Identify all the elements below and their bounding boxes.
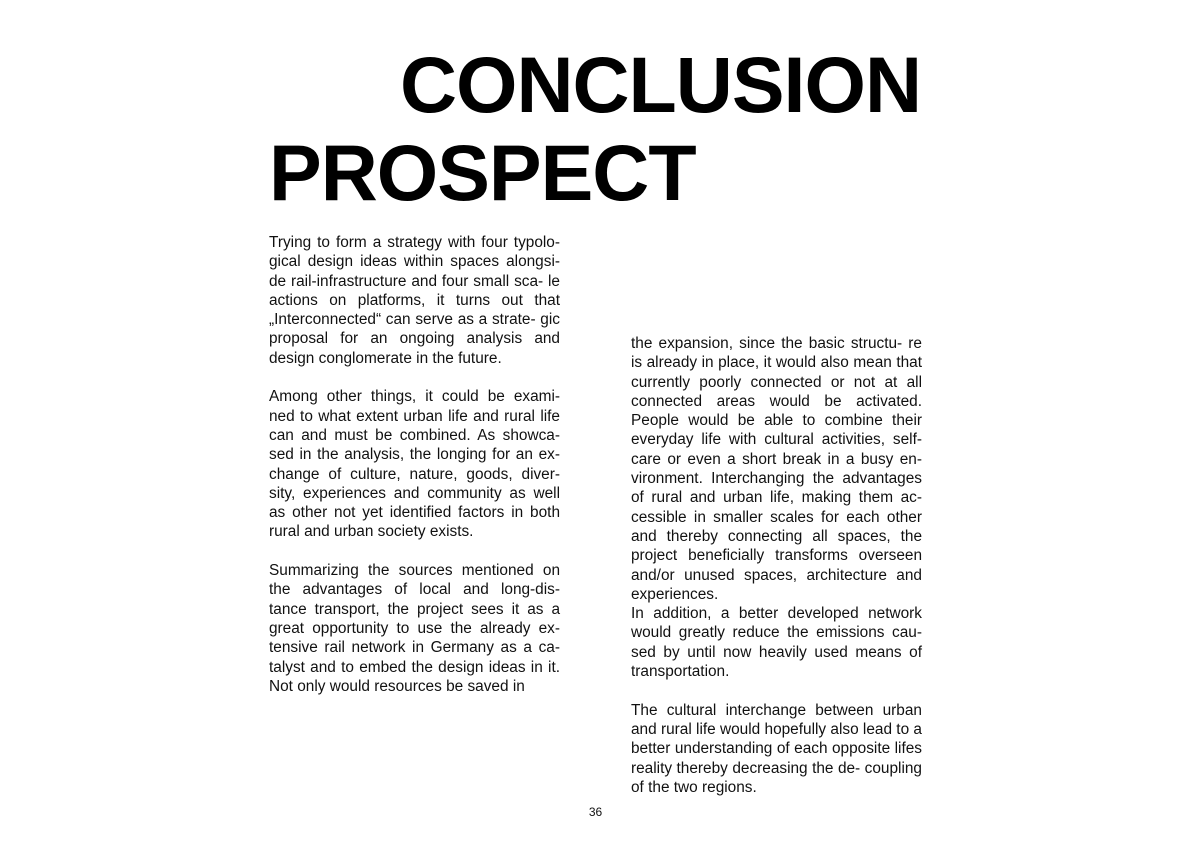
left-text-column <box>269 233 560 696</box>
page-number: 36 <box>588 805 603 819</box>
paragraph-network: In addition, a better developed network would greatly reduce the emissions cau- sed by until now heavily used means of transportation. <box>631 605 922 681</box>
right-text-column <box>631 334 922 797</box>
paragraph-urban-rural: Among other things, it could be exami- ned to what extent urban life and rural life can and must be combined. As showca- sed in the analysis, the longing for an ex- change of culture, nature, goods, diver- sity, experiences and community as well as other not yet identified factors in both rural and urban society exists. <box>269 388 560 541</box>
paragraph-transport: Summarizing the sources mentioned on the advantages of local and long-dis- tance transport, the project sees it as a great opportunity to use the already ex- tensive rail network in Germany as a ca- talyst and to embed the design ideas in it. Not only would resources be saved in <box>269 562 560 695</box>
paragraph-strategy: Trying to form a strategy with four typolo- gical design ideas within spaces alongsi- de rail-infrastructure and four small sca- le actions on platforms, it turns out that „Interconnected“ can serve as a strate- gic proposal for an ongoing analysis and design conglomerate in the future. <box>269 234 560 367</box>
page-title-prospect: PROSPECT <box>269 128 696 217</box>
page-title-conclusion: CONCLUSION <box>399 40 921 129</box>
paragraph-expansion: the expansion, since the basic structu- re is already in place, it would also mean that currently poorly connected or not at all connected areas would be activated. People would be able to combine their everyday life with cultural activities, self- care or even a short break in a busy en- vironment. Interchanging the advantages of rural and urban life, making them ac- cessible in smaller scales for each other and thereby connecting all spaces, the project beneficially transforms overseen and/or unused spaces, architecture and experiences. <box>631 335 922 603</box>
paragraph-cultural-interchange: The cultural interchange between urban and rural life would hopefully also lead to a better understanding of each opposite lifes reality thereby decreasing the de- coupling of the two regions. <box>631 701 922 796</box>
